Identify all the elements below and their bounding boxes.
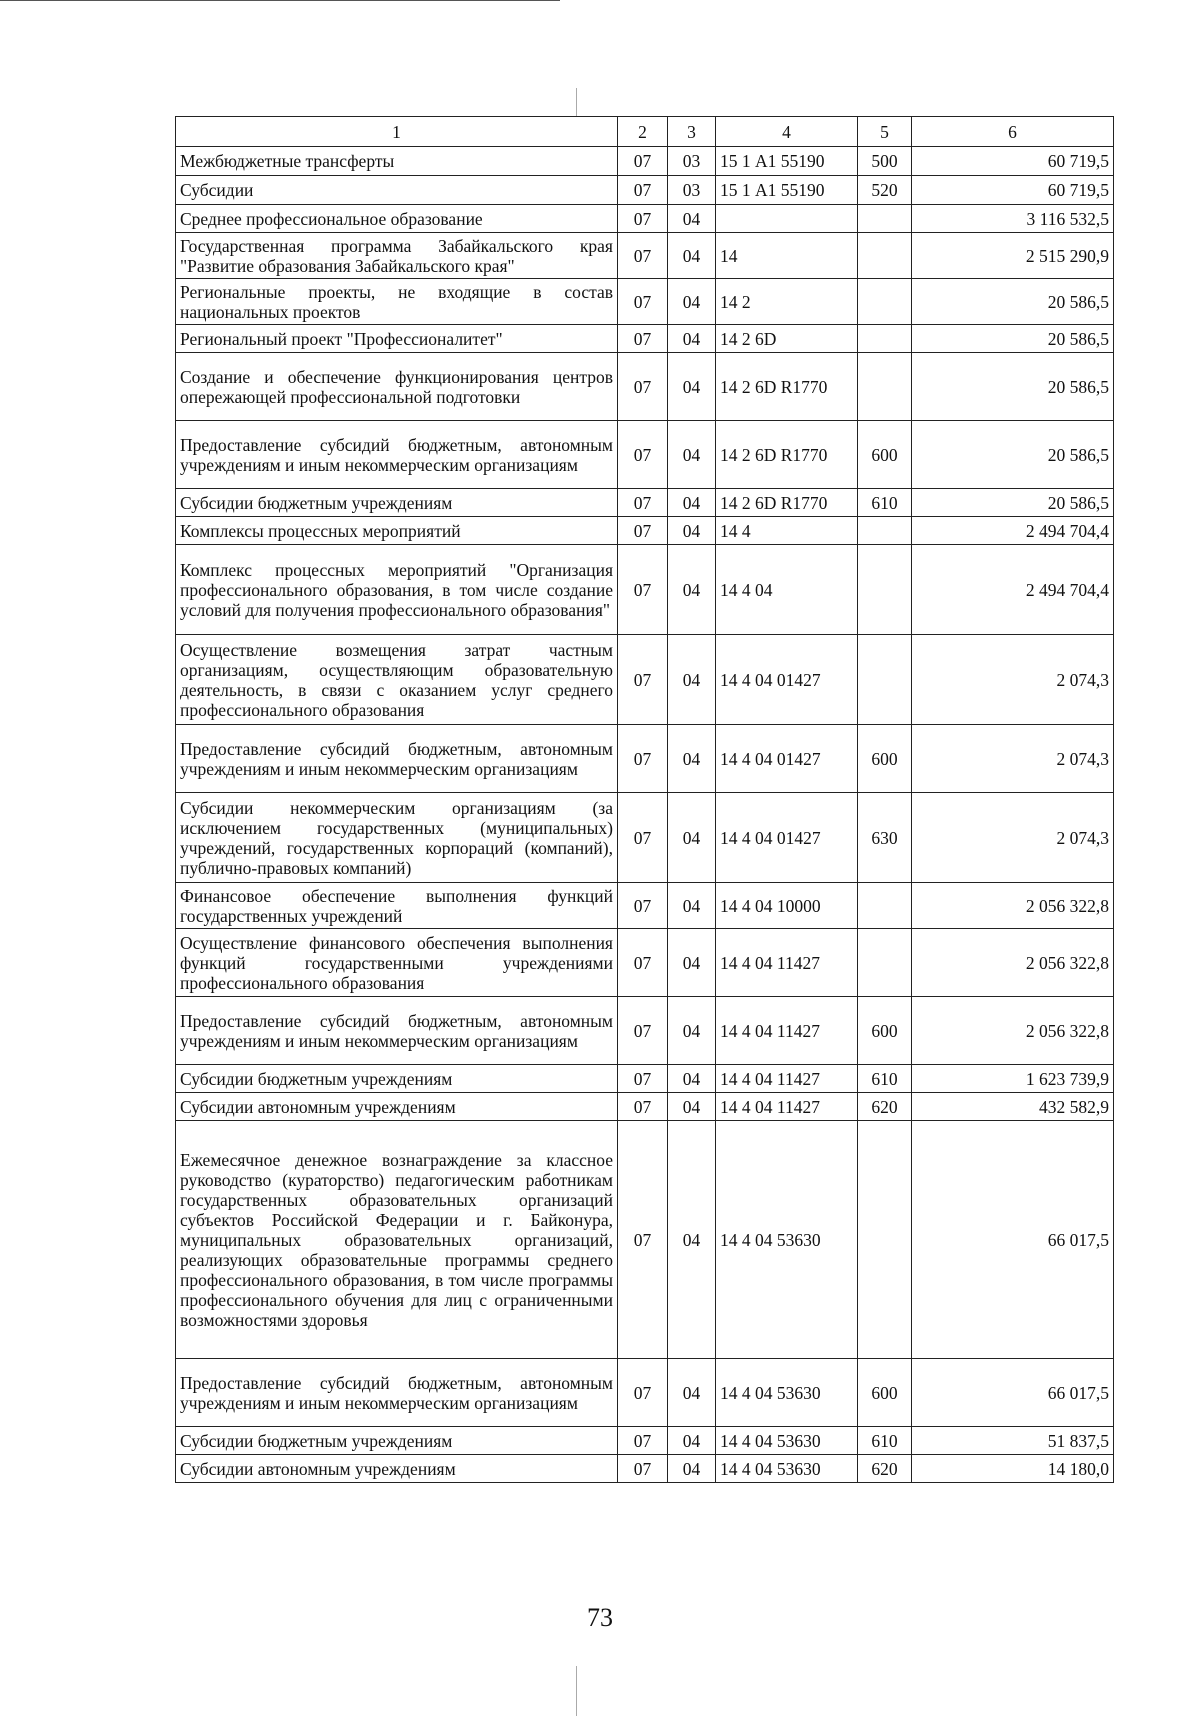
section-code-cell: 07 [618,1359,668,1427]
expense-type-cell: 600 [858,725,912,793]
table-row [176,517,1114,545]
table-row [176,1455,1114,1483]
target-article-cell: 14 4 04 11427 [716,997,858,1065]
section-code-cell: 07 [618,929,668,997]
target-article-cell: 14 2 6D R1770 [716,421,858,489]
expense-type-cell: 600 [858,421,912,489]
expense-type-cell: 620 [858,1093,912,1121]
top-rule [0,0,560,1]
subsection-code-cell: 04 [668,325,716,353]
expense-type-cell: 630 [858,793,912,883]
subsection-code-cell: 04 [668,489,716,517]
target-article-cell: 15 1 А1 55190 [716,147,858,176]
amount-cell: 20 586,5 [912,421,1114,489]
target-article-cell: 14 4 04 01427 [716,793,858,883]
subsection-code-cell: 04 [668,1121,716,1359]
target-article-cell: 14 4 04 11427 [716,1093,858,1121]
fold-mark-top [576,88,577,116]
expense-type-cell [858,353,912,421]
expense-type-cell: 610 [858,1427,912,1455]
row-name-cell: Ежемесячное денежное вознаграждение за классное руководство (кураторство) педагогическим работникам государственных образовательных организаций субъектов Российской Федерации и г. Байконура, муниципальных образовательных организаций, реализующих образовательные программы среднего профессионального образования, в том числе программы профессионального обучения для лиц с ограниченными возможностями здоровья [176,1121,618,1359]
column-header: 2 [618,117,668,147]
column-header: 1 [176,117,618,147]
row-name-cell: Осуществление возмещения затрат частным организациям, осуществляющим образовательную деятельность, в связи с оказанием услуг среднего профессионального образования [176,635,618,725]
section-code-cell: 07 [618,997,668,1065]
expense-type-cell [858,233,912,279]
subsection-code-cell: 04 [668,1359,716,1427]
target-article-cell: 14 4 04 53630 [716,1455,858,1483]
table-row [176,883,1114,929]
expense-type-cell [858,635,912,725]
amount-cell: 60 719,5 [912,176,1114,205]
amount-cell: 2 056 322,8 [912,883,1114,929]
subsection-code-cell: 04 [668,725,716,793]
row-name-cell: Осуществление финансового обеспечения выполнения функций государственными учреждениями профессионального образования [176,929,618,997]
subsection-code-cell: 04 [668,1065,716,1093]
target-article-cell: 14 [716,233,858,279]
expense-type-cell: 620 [858,1455,912,1483]
subsection-code-cell: 04 [668,635,716,725]
amount-cell: 2 056 322,8 [912,929,1114,997]
table-row [176,1121,1114,1359]
target-article-cell: 14 4 04 53630 [716,1359,858,1427]
section-code-cell: 07 [618,1455,668,1483]
target-article-cell: 14 4 04 53630 [716,1427,858,1455]
amount-cell: 20 586,5 [912,279,1114,325]
amount-cell: 2 074,3 [912,725,1114,793]
section-code-cell: 07 [618,1427,668,1455]
row-name-cell: Региональный проект "Профессионалитет" [176,325,618,353]
target-article-cell: 14 2 6D [716,325,858,353]
amount-cell: 3 116 532,5 [912,205,1114,233]
row-name-cell: Межбюджетные трансферты [176,147,618,176]
row-name-cell: Среднее профессиональное образование [176,205,618,233]
subsection-code-cell: 04 [668,421,716,489]
target-article-cell: 14 4 04 11427 [716,929,858,997]
table-row [176,1065,1114,1093]
section-code-cell: 07 [618,517,668,545]
section-code-cell: 07 [618,325,668,353]
expense-type-cell [858,929,912,997]
table-row [176,233,1114,279]
expense-type-cell: 500 [858,147,912,176]
expense-type-cell: 610 [858,489,912,517]
section-code-cell: 07 [618,1121,668,1359]
column-header: 4 [716,117,858,147]
subsection-code-cell: 04 [668,517,716,545]
expense-type-cell [858,517,912,545]
row-name-cell: Предоставление субсидий бюджетным, автономным учреждениям и иным некоммерческим организациям [176,725,618,793]
subsection-code-cell: 04 [668,545,716,635]
table-row [176,489,1114,517]
target-article-cell: 14 4 04 10000 [716,883,858,929]
table-row [176,635,1114,725]
target-article-cell: 14 4 04 01427 [716,725,858,793]
fold-mark-bottom [576,1666,577,1716]
target-article-cell: 14 4 04 [716,545,858,635]
table-row [176,545,1114,635]
section-code-cell: 07 [618,545,668,635]
table-row [176,353,1114,421]
section-code-cell: 07 [618,635,668,725]
column-header: 5 [858,117,912,147]
amount-cell: 51 837,5 [912,1427,1114,1455]
table-row [176,725,1114,793]
page-number: 73 [587,1603,613,1632]
amount-cell: 2 515 290,9 [912,233,1114,279]
target-article-cell: 14 2 6D R1770 [716,489,858,517]
table-row [176,147,1114,176]
target-article-cell: 14 2 [716,279,858,325]
expense-type-cell [858,279,912,325]
row-name-cell: Субсидии бюджетным учреждениям [176,1427,618,1455]
row-name-cell: Субсидии автономным учреждениям [176,1455,618,1483]
row-name-cell: Комплекс процессных мероприятий "Организация профессионального образования, в том числе создание условий для получения профессионального образования" [176,545,618,635]
row-name-cell: Государственная программа Забайкальского края "Развитие образования Забайкальского края" [176,233,618,279]
amount-cell: 2 074,3 [912,635,1114,725]
table-row [176,205,1114,233]
subsection-code-cell: 04 [668,883,716,929]
section-code-cell: 07 [618,1093,668,1121]
amount-cell: 14 180,0 [912,1455,1114,1483]
row-name-cell: Предоставление субсидий бюджетным, автономным учреждениям и иным некоммерческим организациям [176,421,618,489]
expense-type-cell: 520 [858,176,912,205]
row-name-cell: Финансовое обеспечение выполнения функций государственных учреждений [176,883,618,929]
subsection-code-cell: 03 [668,147,716,176]
row-name-cell: Региональные проекты, не входящие в состав национальных проектов [176,279,618,325]
amount-cell: 1 623 739,9 [912,1065,1114,1093]
section-code-cell: 07 [618,725,668,793]
subsection-code-cell: 04 [668,233,716,279]
expense-type-cell [858,545,912,635]
amount-cell: 60 719,5 [912,147,1114,176]
row-name-cell: Субсидии [176,176,618,205]
table-row [176,1093,1114,1121]
section-code-cell: 07 [618,1065,668,1093]
amount-cell: 2 494 704,4 [912,517,1114,545]
expense-type-cell [858,325,912,353]
amount-cell: 66 017,5 [912,1359,1114,1427]
row-name-cell: Субсидии автономным учреждениям [176,1093,618,1121]
table-row [176,997,1114,1065]
row-name-cell: Субсидии бюджетным учреждениям [176,489,618,517]
section-code-cell: 07 [618,793,668,883]
section-code-cell: 07 [618,489,668,517]
amount-cell: 66 017,5 [912,1121,1114,1359]
section-code-cell: 07 [618,147,668,176]
subsection-code-cell: 04 [668,279,716,325]
target-article-cell: 14 4 04 11427 [716,1065,858,1093]
table-row [176,1359,1114,1427]
subsection-code-cell: 04 [668,353,716,421]
section-code-cell: 07 [618,279,668,325]
row-name-cell: Предоставление субсидий бюджетным, автономным учреждениям и иным некоммерческим организациям [176,997,618,1065]
amount-cell: 20 586,5 [912,353,1114,421]
subsection-code-cell: 04 [668,997,716,1065]
subsection-code-cell: 04 [668,929,716,997]
table-row [176,1427,1114,1455]
expense-type-cell: 610 [858,1065,912,1093]
subsection-code-cell: 04 [668,1455,716,1483]
subsection-code-cell: 04 [668,1427,716,1455]
table-header-row [176,117,1114,147]
subsection-code-cell: 04 [668,205,716,233]
section-code-cell: 07 [618,233,668,279]
section-code-cell: 07 [618,205,668,233]
table-row [176,279,1114,325]
amount-cell: 2 494 704,4 [912,545,1114,635]
expense-type-cell [858,205,912,233]
expense-type-cell: 600 [858,1359,912,1427]
subsection-code-cell: 03 [668,176,716,205]
table-row [176,421,1114,489]
subsection-code-cell: 04 [668,793,716,883]
table-row [176,793,1114,883]
section-code-cell: 07 [618,176,668,205]
amount-cell: 20 586,5 [912,325,1114,353]
expense-type-cell: 600 [858,997,912,1065]
subsection-code-cell: 04 [668,1093,716,1121]
section-code-cell: 07 [618,883,668,929]
target-article-cell: 14 2 6D R1770 [716,353,858,421]
row-name-cell: Предоставление субсидий бюджетным, автономным учреждениям и иным некоммерческим организациям [176,1359,618,1427]
table-row [176,929,1114,997]
table-row [176,325,1114,353]
target-article-cell: 14 4 04 01427 [716,635,858,725]
target-article-cell: 14 4 04 53630 [716,1121,858,1359]
budget-table [175,116,1114,1483]
target-article-cell [716,205,858,233]
target-article-cell: 15 1 А1 55190 [716,176,858,205]
amount-cell: 2 074,3 [912,793,1114,883]
target-article-cell: 14 4 [716,517,858,545]
expense-type-cell [858,883,912,929]
row-name-cell: Создание и обеспечение функционирования центров опережающей профессиональной подготовки [176,353,618,421]
section-code-cell: 07 [618,421,668,489]
row-name-cell: Субсидии бюджетным учреждениям [176,1065,618,1093]
expense-type-cell [858,1121,912,1359]
amount-cell: 2 056 322,8 [912,997,1114,1065]
column-header: 3 [668,117,716,147]
amount-cell: 20 586,5 [912,489,1114,517]
amount-cell: 432 582,9 [912,1093,1114,1121]
row-name-cell: Комплексы процессных мероприятий [176,517,618,545]
column-header: 6 [912,117,1114,147]
row-name-cell: Субсидии некоммерческим организациям (за исключением государственных (муниципальных) учреждений, государственных корпораций (компаний), публично-правовых компаний) [176,793,618,883]
table-row [176,176,1114,205]
section-code-cell: 07 [618,353,668,421]
